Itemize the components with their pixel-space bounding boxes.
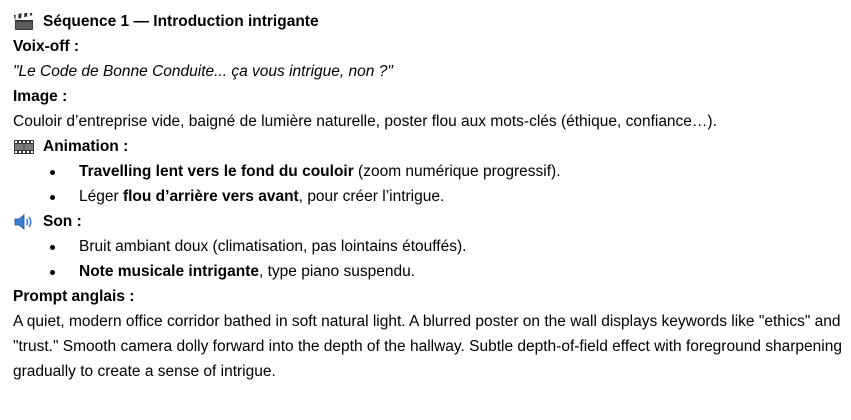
animation-list bbox=[13, 159, 843, 209]
sound-label: Son : bbox=[43, 213, 82, 230]
voiceover-label: Voix-off : bbox=[13, 38, 80, 55]
speaker-icon bbox=[13, 213, 35, 231]
prompt-label: Prompt anglais : bbox=[13, 288, 135, 305]
emphasis-text: Travelling lent vers le fond du couloir bbox=[79, 163, 354, 180]
voiceover-text: "Le Code de Bonne Conduite... ça vous intrigue, non ?" bbox=[13, 63, 393, 80]
bullet-icon bbox=[50, 195, 55, 200]
animation-heading bbox=[13, 134, 843, 159]
bullet-icon bbox=[50, 270, 55, 275]
list-item: Travelling lent vers le fond du couloir (zoom numérique progressif). bbox=[50, 159, 843, 184]
animation-label: Animation : bbox=[43, 138, 129, 155]
list-item: Léger flou d’arrière vers avant, pour créer l’intrigue. bbox=[50, 184, 843, 209]
emphasis-text: Note musicale intrigante bbox=[79, 263, 260, 280]
clapperboard-icon bbox=[13, 13, 35, 31]
bullet-icon bbox=[50, 245, 55, 250]
sequence-heading bbox=[13, 9, 843, 34]
prompt-text: A quiet, modern office corridor bathed in soft natural light. A blurred poster on the wall displays keywords like "ethics" and "trust." Smooth camera dolly forward into the depth of the hallway. Subtle depth-of-field effect with foreground sharpening gradually to create a sense of intrigue. bbox=[13, 313, 842, 380]
sound-list bbox=[13, 234, 843, 284]
bullet-icon bbox=[50, 170, 55, 175]
image-text: Couloir d’entreprise vide, baigné de lumière naturelle, poster flou aux mots-clés (éthique, confiance…). bbox=[13, 113, 717, 130]
image-label: Image : bbox=[13, 88, 68, 105]
emphasis-text: flou d’arrière vers avant bbox=[122, 188, 299, 205]
film-strip-icon bbox=[13, 138, 35, 156]
sequence-title: Séquence 1 — Introduction intrigante bbox=[43, 13, 319, 30]
list-item: Note musicale intrigante, type piano suspendu. bbox=[50, 259, 843, 284]
list-item: Bruit ambiant doux (climatisation, pas lointains étouffés). bbox=[50, 234, 843, 259]
sound-heading bbox=[13, 209, 843, 234]
